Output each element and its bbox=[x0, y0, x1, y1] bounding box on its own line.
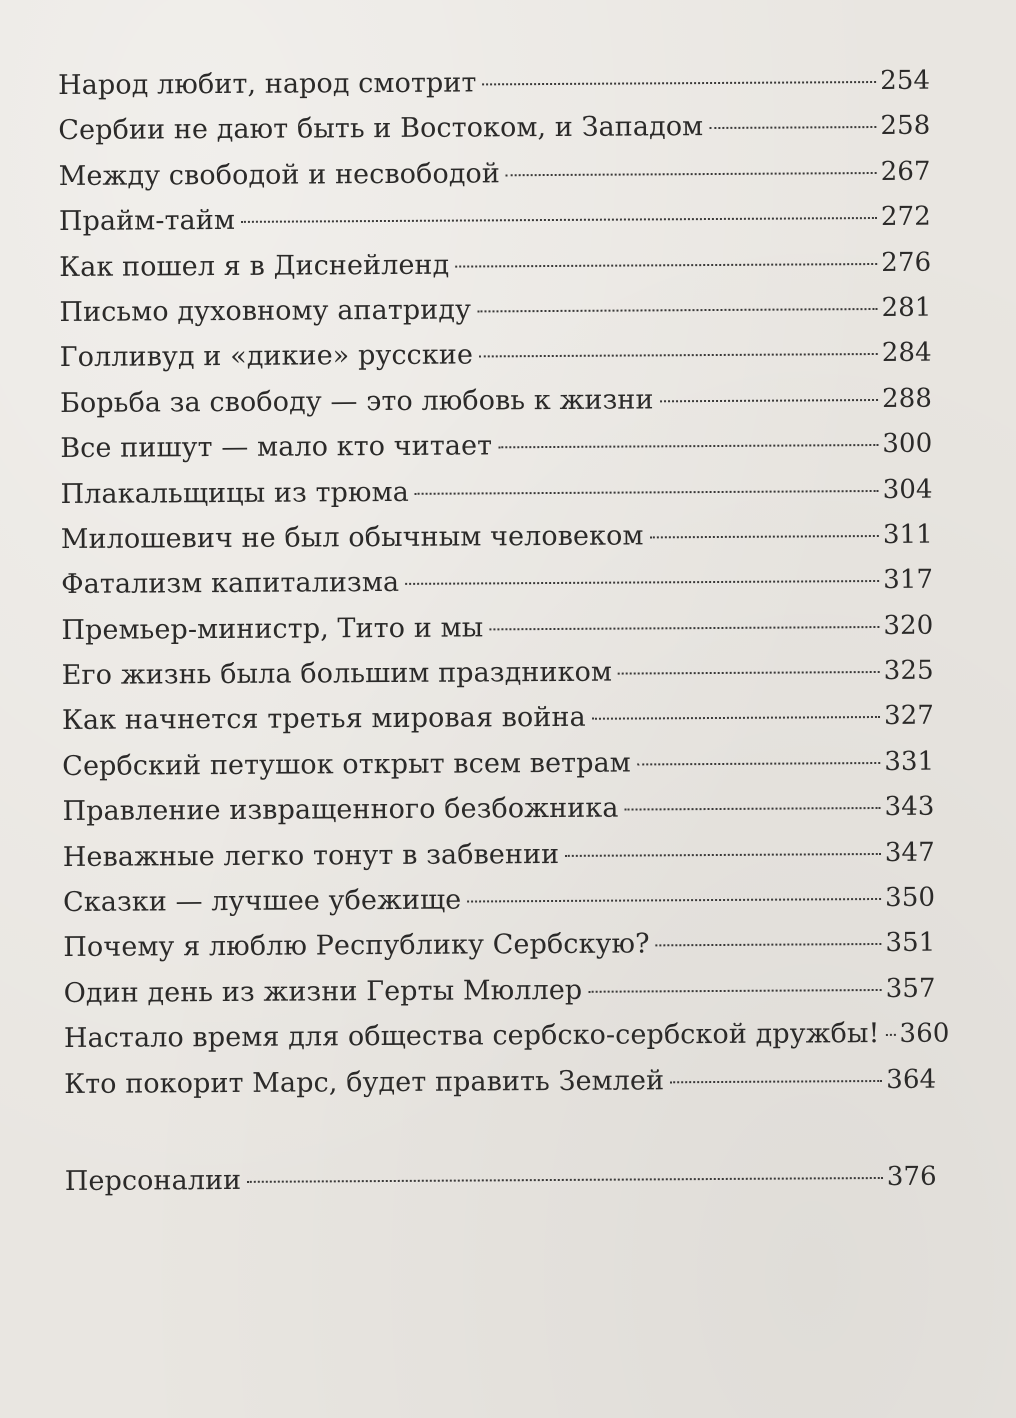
dot-leader bbox=[592, 716, 880, 720]
toc-entry bbox=[58, 110, 930, 161]
toc-entry bbox=[61, 609, 933, 660]
toc-entry-page: 350 bbox=[885, 882, 936, 913]
toc-entry bbox=[58, 65, 930, 116]
dot-leader bbox=[467, 898, 881, 903]
toc-entry-title: Неважные легко тонут в забвении bbox=[62, 838, 560, 873]
toc-gap bbox=[64, 1109, 936, 1166]
dot-leader bbox=[670, 1080, 882, 1083]
dot-leader bbox=[506, 172, 877, 176]
dot-leader bbox=[709, 126, 876, 129]
toc-entry-title: Сказки — лучшее убежище bbox=[62, 884, 462, 919]
toc-entry-page: 317 bbox=[883, 564, 934, 596]
toc-entry bbox=[59, 155, 931, 206]
dot-leader bbox=[650, 535, 879, 538]
toc-entry-title: Правление извращенного безбожника bbox=[62, 792, 619, 828]
dot-leader bbox=[588, 989, 881, 993]
toc-entry-page: 360 bbox=[899, 1018, 950, 1050]
toc-entry-page: 331 bbox=[884, 746, 935, 777]
dot-leader bbox=[656, 943, 882, 946]
dot-leader bbox=[637, 762, 880, 765]
dot-leader bbox=[886, 1034, 896, 1036]
toc-entry-page: 284 bbox=[881, 338, 932, 369]
toc-entry-page: 276 bbox=[881, 247, 932, 278]
toc-entry bbox=[63, 836, 935, 887]
toc-entry-title: Кто покорит Марс, будет править Землей bbox=[64, 1064, 665, 1100]
toc-entry-title: Сербский петушок открыт всем ветрам bbox=[62, 747, 631, 782]
toc-entry bbox=[63, 927, 935, 978]
toc-entry-page: 281 bbox=[881, 292, 932, 323]
dot-leader bbox=[660, 399, 879, 402]
dot-leader bbox=[482, 81, 876, 85]
toc-entry bbox=[59, 246, 931, 297]
toc-entries bbox=[58, 65, 950, 1114]
toc-entry-title: Сербии не дают быть и Востоком, и Западом bbox=[58, 111, 704, 147]
toc-entry-page: 288 bbox=[881, 383, 933, 414]
toc-entry-page: 347 bbox=[884, 837, 935, 868]
toc-entry-page: 300 bbox=[882, 428, 933, 460]
toc-entry-page: 351 bbox=[885, 928, 936, 959]
toc-entry bbox=[64, 972, 936, 1023]
toc-entry-page: 258 bbox=[880, 111, 931, 142]
dot-leader bbox=[477, 308, 878, 312]
toc-entry bbox=[60, 382, 932, 433]
toc-entry-page: 357 bbox=[885, 973, 936, 1004]
toc-entry-page: 267 bbox=[880, 156, 931, 187]
toc-entry bbox=[60, 337, 932, 388]
toc-entry-title: Письмо духовному апатриду bbox=[59, 294, 472, 328]
toc-entry-title: Как начнется третья мировая война bbox=[61, 702, 586, 737]
toc-entry bbox=[60, 473, 932, 524]
toc-entry-page: 311 bbox=[882, 519, 933, 550]
toc-entry bbox=[63, 1018, 950, 1069]
toc-entry-title: Милошевич не был обычным человеком bbox=[60, 520, 644, 555]
dot-leader bbox=[415, 490, 879, 495]
toc-entry-title: Почему я люблю Республику Сербскую? bbox=[63, 928, 650, 964]
toc-entry-page: 364 bbox=[886, 1064, 937, 1095]
toc-entry-title: Один день из жизни Герты Мюллер bbox=[63, 974, 583, 1009]
dot-leader bbox=[405, 580, 879, 585]
dot-leader bbox=[565, 853, 881, 857]
dot-leader bbox=[618, 671, 880, 675]
toc-entry-title: Голливуд и «дикие» русские bbox=[59, 339, 474, 374]
toc-entry bbox=[64, 1063, 936, 1114]
toc-entry-title: Народ любит, народ смотрит bbox=[58, 67, 477, 101]
toc-entry-title: Все пишут — мало кто читает bbox=[60, 430, 493, 465]
toc-entry bbox=[59, 201, 931, 252]
toc-entry bbox=[62, 700, 934, 751]
toc-entry-title: Борьба за свободу — это любовь к жизни bbox=[59, 384, 654, 419]
toc-entry bbox=[63, 882, 935, 933]
toc-entry bbox=[61, 564, 933, 615]
dot-leader bbox=[241, 217, 877, 223]
toc-entry-page: 320 bbox=[883, 610, 934, 641]
toc-entry-title: Плакальщицы из трюма bbox=[60, 476, 409, 510]
toc-entry-page: 376 bbox=[886, 1161, 937, 1192]
toc-entry bbox=[60, 428, 932, 479]
toc-entry bbox=[61, 519, 933, 570]
toc-entry-page: 272 bbox=[880, 201, 932, 233]
toc-entry-title: Фатализм капитализма bbox=[61, 567, 400, 601]
toc-entry-title: Как пошел я в Диснейленд bbox=[59, 249, 450, 283]
toc-entry bbox=[62, 655, 934, 706]
toc-entry bbox=[62, 791, 934, 842]
dot-leader bbox=[498, 444, 878, 448]
toc-entry-title: Прайм-тайм bbox=[58, 205, 236, 238]
toc-entry-page: 343 bbox=[884, 791, 935, 823]
dot-leader bbox=[455, 263, 877, 268]
toc-entry-title: Его жизнь была большим праздником bbox=[61, 656, 613, 692]
toc-entry-page: 327 bbox=[883, 701, 935, 732]
toc-entry bbox=[62, 746, 934, 797]
toc-entry-page: 254 bbox=[880, 65, 931, 96]
toc-entry-page: 304 bbox=[882, 474, 933, 505]
dot-leader bbox=[247, 1177, 883, 1183]
toc-entry-page: 325 bbox=[883, 655, 934, 687]
dot-leader bbox=[489, 626, 879, 630]
toc-entry-title: Премьер-министр, Тито и мы bbox=[61, 612, 484, 646]
table-of-contents bbox=[58, 65, 950, 1212]
toc-entry-appendix bbox=[65, 1161, 937, 1212]
dot-leader bbox=[479, 353, 878, 357]
toc-entry bbox=[59, 292, 931, 343]
toc-entry-title: Персоналии bbox=[64, 1164, 242, 1197]
toc-entry-title: Настало время для общества сербско-сербской дружбы! bbox=[63, 1018, 880, 1055]
toc-entry-title: Между свободой и несвободой bbox=[58, 158, 501, 192]
dot-leader bbox=[625, 807, 881, 811]
